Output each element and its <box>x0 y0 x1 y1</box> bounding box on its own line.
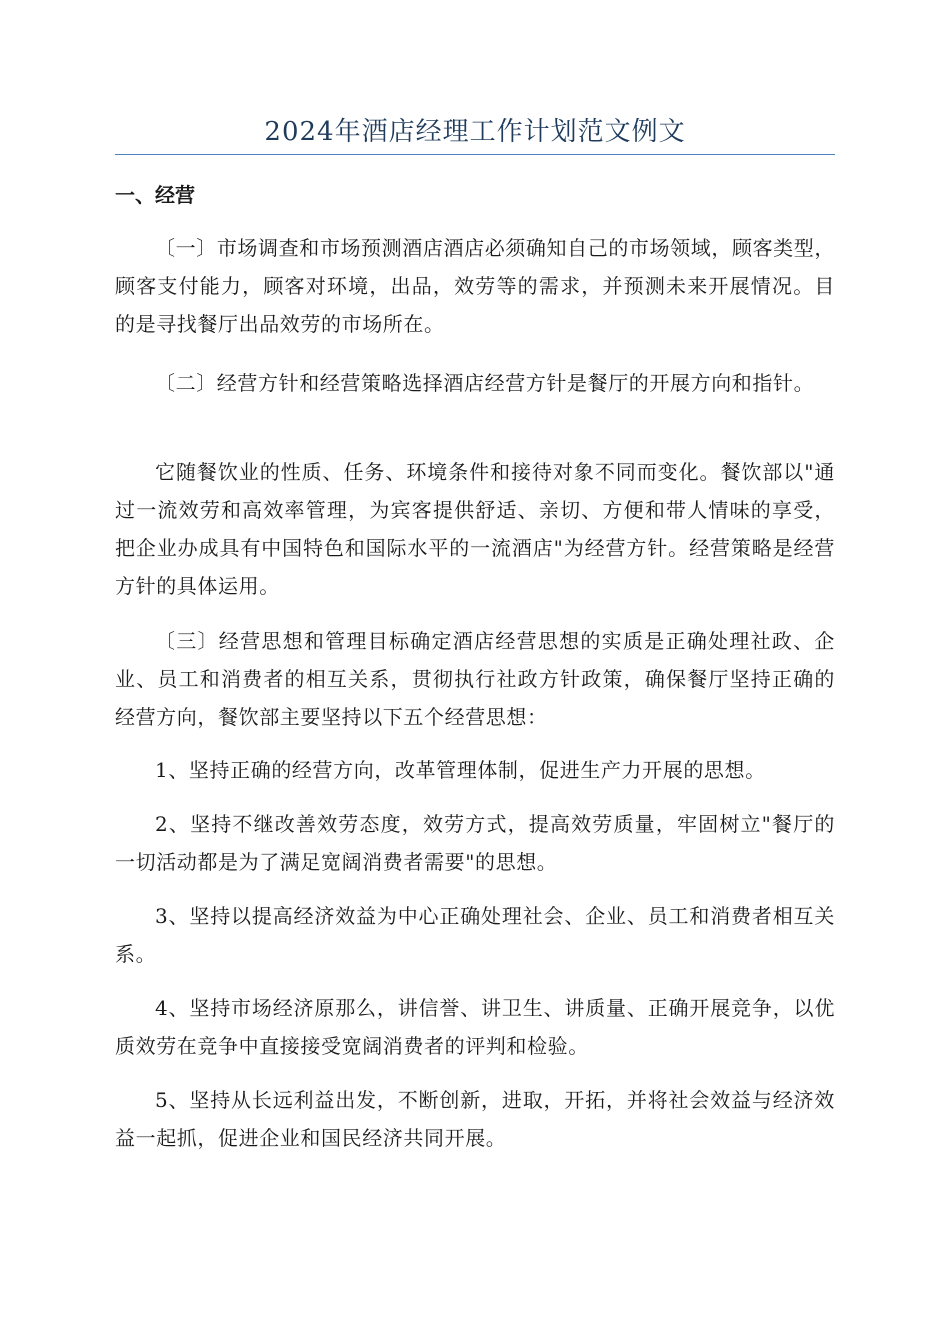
title-divider <box>115 154 835 155</box>
paragraph: 〔二〕经营方针和经营策略选择酒店经营方针是餐厅的开展方向和指针。 <box>155 371 815 395</box>
paragraph: 〔一〕市场调查和市场预测酒店酒店必须确知自己的市场领域，顾客类型，顾客支付能力，顾客对环境，出品，效劳等的需求，并预测未来开展情况。目的是寻找餐厅出品效劳的市场所在。 <box>115 236 835 336</box>
list-item: 5、坚持从长远利益出发，不断创新，进取，开拓，并将社会效益与经济效益一起抓，促进企业和国民经济共同开展。 <box>115 1088 835 1150</box>
list-item: 4、坚持市场经济原那么，讲信誉、讲卫生、讲质量、正确开展竞争，以优质效劳在竞争中直接接受宽阔消费者的评判和检验。 <box>115 996 835 1058</box>
section-heading: 一、经营 <box>115 183 195 207</box>
list-item: 2、坚持不继改善效劳态度，效劳方式，提高效劳质量，牢固树立"餐厅的一切活动都是为了满足宽阔消费者需要"的思想。 <box>115 812 835 874</box>
paragraph: 〔三〕经营思想和管理目标确定酒店经营思想的实质是正确处理社政、企业、员工和消费者的相互关系，贯彻执行社政方针政策，确保餐厅坚持正确的经营方向，餐饮部主要坚持以下五个经营思想： <box>115 629 835 729</box>
list-item: 3、坚持以提高经济效益为中心正确处理社会、企业、员工和消费者相互关系。 <box>115 904 835 966</box>
paragraph: 它随餐饮业的性质、任务、环境条件和接待对象不同而变化。餐饮部以"通过一流效劳和高效率管理，为宾客提供舒适、亲切、方便和带人情味的享受，把企业办成具有中国特色和国际水平的一流酒店"为经营方针。经营策略是经营方针的具体运用。 <box>115 460 835 598</box>
list-item: 1、坚持正确的经营方向，改革管理体制，促进生产力开展的思想。 <box>155 758 766 782</box>
document-title: 2024年酒店经理工作计划范文例文 <box>264 117 686 147</box>
